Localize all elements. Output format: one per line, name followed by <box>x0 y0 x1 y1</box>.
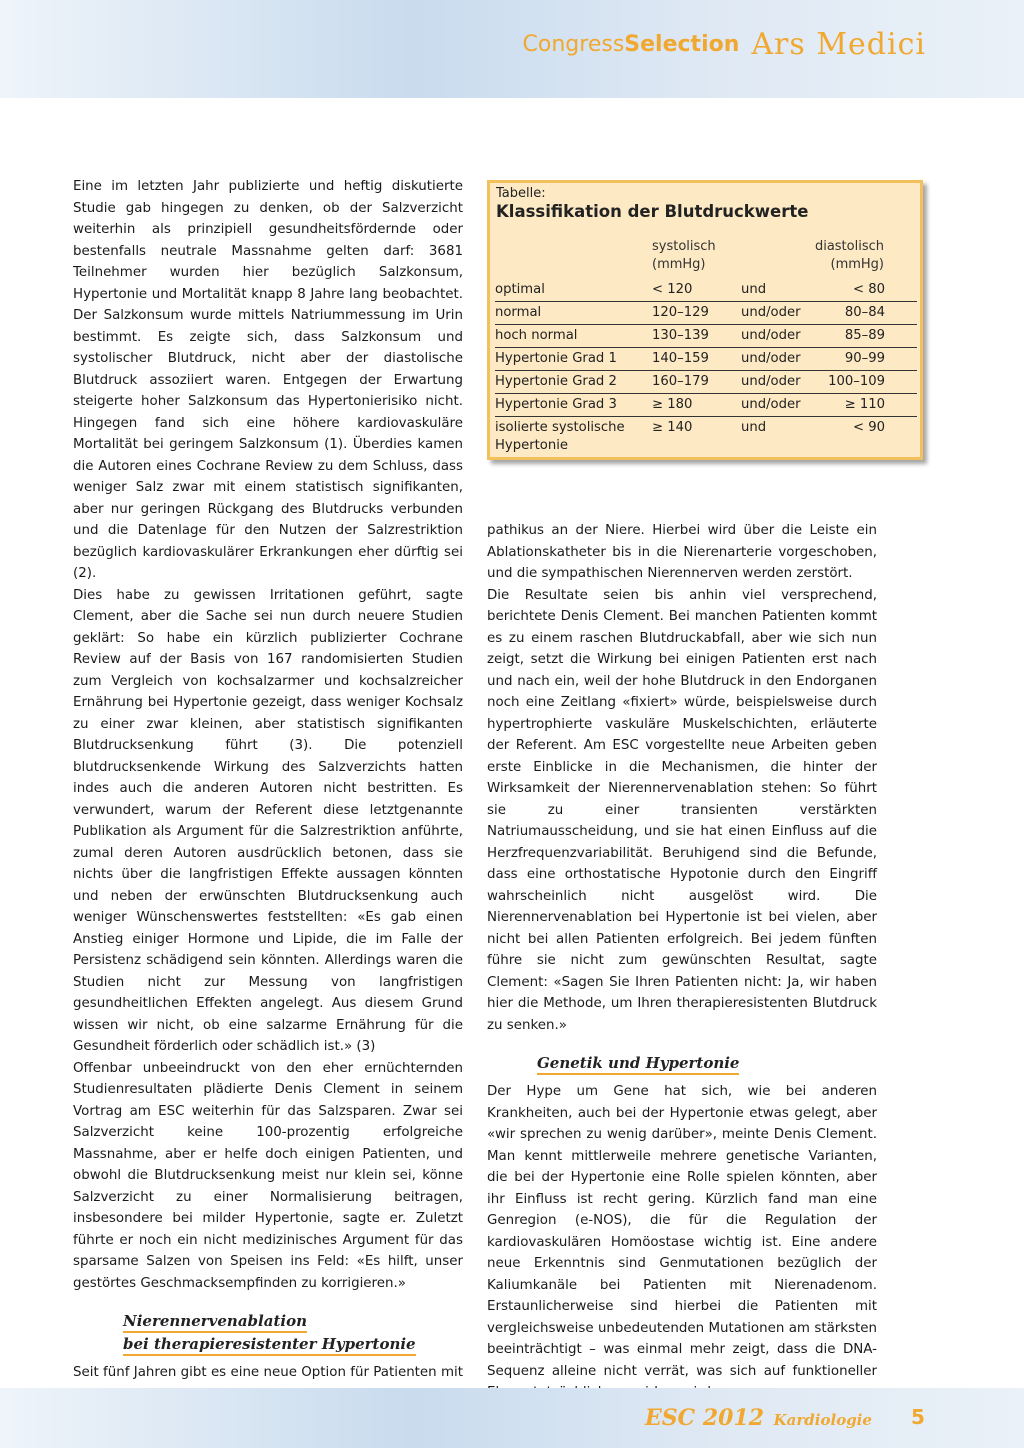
cell-diastolic: 90–99 <box>844 351 885 366</box>
cell-category: Hypertonie Grad 3 <box>495 397 617 412</box>
cell-diastolic: ≥ 110 <box>844 397 885 412</box>
cell-systolic: ≥ 140 <box>652 420 693 435</box>
header-diastolic-line2: (mmHg) <box>830 257 884 272</box>
cell-systolic: 140–159 <box>652 351 709 366</box>
cell-conjunction: und <box>741 420 767 435</box>
cell-systolic: 120–129 <box>652 305 709 320</box>
cell-category: hoch normal <box>495 328 578 343</box>
cell-diastolic: 85–89 <box>844 328 885 343</box>
cell-diastolic: 80–84 <box>844 305 885 320</box>
cell-category: Hypertonie Grad 1 <box>495 351 617 366</box>
cell-category-line1: isolierte systolische <box>495 420 625 435</box>
header-diastolic-line1: diastolisch <box>814 239 884 254</box>
cell-category-line2: Hypertonie <box>495 438 569 453</box>
cell-category: optimal <box>495 282 545 297</box>
ars-medici-logo: Ars Medici <box>751 26 926 62</box>
footer-journal-section: Kardiologie <box>773 1411 872 1429</box>
brand-selection: Selection <box>624 31 740 57</box>
header-band <box>0 0 1024 98</box>
cell-category: Hypertonie Grad 2 <box>495 374 617 389</box>
header-systolic-line1: systolisch <box>652 239 716 254</box>
left-column <box>73 176 463 1427</box>
brand-congress: Congress <box>522 31 625 57</box>
subheading-genetics <box>487 1052 877 1075</box>
cell-systolic: 160–179 <box>652 374 709 389</box>
table-row <box>495 348 917 371</box>
header-systolic <box>652 238 716 274</box>
footer-journal <box>645 1405 872 1431</box>
table-row <box>495 302 917 325</box>
cell-conjunction: und/oder <box>741 397 801 412</box>
cell-conjunction: und/oder <box>741 305 801 320</box>
header-diastolic <box>815 238 884 274</box>
table-row <box>495 325 917 348</box>
left-paragraph-1: Eine im letzten Jahr publizierte und heftig diskutierte Studie gab hingegen zu denken, ob der Salzverzicht weiterhin als prinzipiell gesundheitsfördernde oder bestenfalls neutrale Massnahme gelten darf: 3681 Teilnehmer wurden hier bezüglich Salzkonsum, Hypertonie und Mortalität knapp 8 Jahre lang beobachtet. Der Salzkonsum wurde mittels Natriummessung im Urin bestimmt. Es zeigte sich, dass Salzkonsum und systolischer Blutdruck, nicht aber der diastolische Blutdruck assoziiert waren. Entgegen der Erwartung steigerte hoher Salzkonsum das Hypertonierisiko nicht. Hingegen fand sich eine höhere kardiovaskuläre Mortalität bei geringem Salzkonsum (1). Überdies kamen die Autoren eines Cochrane Review zu dem Schluss, dass weniger Salz zwar mit einem statistisch signifikanten, aber nur geringen Rückgang des Blutdrucks verbunden und die Datenlage für den Nutzen der Salzrestriktion bezüglich kardiovaskulärer Erkrankungen eher dürftig sei (2). <box>73 179 463 581</box>
brand-logo <box>523 28 926 60</box>
page-number: 5 <box>911 1405 925 1429</box>
table-row <box>495 417 917 455</box>
left-paragraph-3: Offenbar unbeeindruckt von den eher ernüchternden Studienresultaten plädierte Denis Clement in seinem Vortrag am ESC weiterhin für das Salzsparen. Zwar sei Salzverzicht keine 100-prozentig erfolgreiche Massnahme, aber er helfe doch einigen Patienten, und obwohl die Blutdrucksenkung meist nur klein sei, könne Salzverzicht zu einer Normalisierung beitragen, insbesondere bei milder Hypertonie, sagte er. Zuletzt führte er noch ein nicht medizinisches Argument für das sparsame Salzen von Speisen ins Feld: «Es hilft, unser gestörtes Geschmacksempfinden zu korrigieren.» <box>73 1060 463 1291</box>
cell-category <box>495 419 625 455</box>
subheading-ablation <box>73 1310 463 1356</box>
right-paragraph-3: Der Hype um Gene hat sich, wie bei anderen Krankheiten, auch bei der Hypertonie etwas gelegt, aber «wir sprechen zu wenig darüber», meinte Denis Clement. Man kennt mittlerweile mehrere genetische Varianten, die bei der Hypertonie eine Rolle spielen könnten, aber ihr Einfluss ist recht gering. Kürzlich fand man eine Genregion (e-NOS), die für die Regulation der kardiovaskulären Homöostase wichtig ist. Eine andere neue Erkenntnis sind Genmutationen bezüglich der Kaliumkanäle bei Patienten mit Nierenadenom. Erstaunlicherweise sind hierbei die Patienten mit vergleichsweise unbedeutenden Mutationen am stärksten beeinträchtigt – was einmal mehr zeigt, dass die DNA-Sequenz alleine nicht verrät, was sich auf funktioneller <box>487 1084 877 1379</box>
table-label: Tabelle: <box>496 186 546 201</box>
cell-conjunction: und <box>741 282 767 297</box>
cell-diastolic: 100–109 <box>828 374 885 389</box>
cell-conjunction: und/oder <box>741 328 801 343</box>
table-row <box>495 394 917 417</box>
bp-classification-table <box>487 180 923 460</box>
right-paragraph-2: Die Resultate seien bis anhin viel versprechend, berichtete Denis Clement. Bei manchen Patienten kommt es zu einem raschen Blutdruckabfall, aber wie sich nun zeigt, setzt die Wirkung bei einigen Patienten erst nach und nach ein, weil der hohe Blutdruck in den Endorganen noch eine Zeitlang «fixiert» würde, beispielsweise durch hypertrophierte vaskuläre Muskelschichten, erläuterte der Referent. Am ESC vorgestellte neue Arbeiten geben erste Einblicke in die Mechanismen, die hinter der Wirksamkeit der Nierennervenablation stehen: So führt sie zu einer transienten verstärkten Natriumausscheidung, und sie hat einen Einfluss auf die Herzfrequenzvariabilität. Beruhigend sind die Befunde, dass eine orthostatische Hypotonie durch den Eingriff wahrscheinlich nicht ausgelöst wird. Die Nierennervenablation bei Hypertonie ist bei vielen, aber nicht bei allen Patienten erfolgreich. Bei jedem fünften führe sie nicht zum gewünschten Resultat, sagte Clement: «Sagen Sie Ihren Patienten nicht: Ja, wir haben hier die Methode, um Ihren therapieresistenten Blutdruck zu senken.» <box>487 587 877 1033</box>
table-title: Klassifikation der Blutdruckwerte <box>496 202 809 221</box>
cell-systolic: 130–139 <box>652 328 709 343</box>
cell-conjunction: und/oder <box>741 351 801 366</box>
cell-systolic: < 120 <box>652 282 693 297</box>
cell-diastolic: < 90 <box>852 420 885 435</box>
cell-category: normal <box>495 305 542 320</box>
table-row <box>495 371 917 394</box>
right-column <box>487 520 877 1404</box>
table-row <box>495 279 917 302</box>
left-paragraph-4: Seit fünf Jahren gibt es eine neue Option für Patienten mit <box>73 1365 463 1380</box>
cell-conjunction: und/oder <box>741 374 801 389</box>
right-paragraph-1: pathikus an der Niere. Hierbei wird über die Leiste ein Ablationskatheter bis in die Nierenarterie vorgeschoben, und die sympathischen Nierennerven werden zerstört. <box>487 523 877 581</box>
left-paragraph-2: Dies habe zu gewissen Irritationen geführt, sagte Clement, aber die Sache sei nun durch neuere Studien geklärt: So habe ein kürzlich publizierter Cochrane Review auf der Basis von 167 randomisierten Studien zum Vergleich von kochsalzarmer und kochsalzreicher Ernährung bei Hypertonie gezeigt, dass weniger Kochsalz zu einer zwar kleinen, aber statistisch signifikanten Blutdrucksenkung führt (3). Die potenziell blutdrucksenkende Wirkung des Salzverzichts hatten indes auch die anderen Autoren nicht bestritten. Es verwundert, warum der Referent diese letztgenannte Publikation als Argument für die Salzrestriktion anführte, zumal deren Autoren ausdrücklich betonen, dass sie nichts über die langfristigen Effekte aussagen könnten und neben der erwünschten Blutdrucksenkung auch weniger Wünschenswertes feststellten: «Es gab einen Anstieg einiger Hormone und Lipide, die im Falle der Persistenz schädigend sein könnten. Allerdings waren die Studien nicht zur Messung von langfristigen gesundheitlichen Effekten angelegt. Aus diesem Grund wissen wir nicht, ob eine salzarme Ernährung für die Gesundheit förderlich oder schädlich ist.» (3) <box>73 587 463 1054</box>
header-systolic-line2: (mmHg) <box>652 257 706 272</box>
cell-systolic: ≥ 180 <box>652 397 693 412</box>
subheading-ablation-line1: Nierennervenablation <box>123 1311 307 1333</box>
footer-journal-title: ESC 2012 <box>645 1405 765 1431</box>
subheading-ablation-line2: bei therapieresistenter Hypertonie <box>123 1334 416 1356</box>
subheading-genetics-text: Genetik und Hypertonie <box>537 1053 739 1075</box>
cell-diastolic: < 80 <box>852 282 885 297</box>
